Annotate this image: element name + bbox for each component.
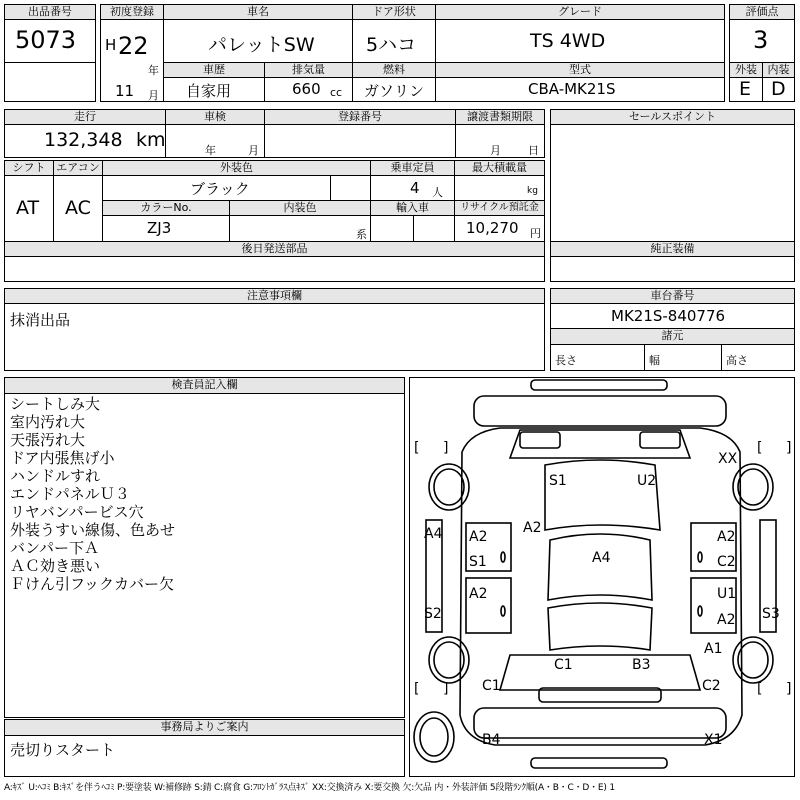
lot-no: 5073 — [15, 26, 77, 54]
bracket-mark: ] — [443, 440, 449, 456]
car-name-label: 車名 — [163, 4, 353, 20]
office-label: 事務局よりご案内 — [4, 719, 405, 736]
inspector-line: シートしみ大 — [10, 395, 101, 413]
damage-mark: S1 — [549, 473, 567, 489]
car-name: パレットSW — [208, 34, 315, 56]
caution-label: 注意事項欄 — [4, 288, 545, 304]
mileage-unit: km — [136, 129, 166, 151]
mileage: 132,348 — [44, 129, 123, 151]
damage-mark: S2 — [424, 606, 442, 622]
inspector-line: ハンドルすれ — [10, 467, 101, 485]
import-label: 輸入車 — [370, 200, 455, 216]
max-load-label: 最大積載量 — [454, 160, 545, 176]
inspector-line: Ｆけん引フックカバー欠 — [10, 575, 174, 593]
caution-box — [4, 303, 545, 371]
reg-no-box — [264, 124, 456, 158]
color-no: ZJ3 — [147, 219, 172, 237]
year-unit: 年 — [148, 64, 159, 77]
roof-front-outline — [545, 460, 660, 530]
later-parts-label: 後日発送部品 — [4, 241, 545, 257]
model: CBA-MK21S — [528, 80, 616, 98]
capacity-unit: 人 — [432, 186, 443, 199]
grade: TS 4WD — [530, 30, 606, 52]
exterior-label: 外装 — [729, 62, 763, 78]
height-label: 高さ — [726, 354, 748, 367]
shift-label: シフト — [4, 160, 54, 176]
width-label: 幅 — [649, 354, 660, 367]
rear-roof-outline — [548, 603, 652, 650]
ext-color-label: 外装色 — [102, 160, 371, 176]
length-label: 長さ — [555, 354, 577, 367]
rear-left-wheel — [429, 637, 469, 683]
body-outline — [460, 428, 742, 745]
transfer-day-unit: 日 — [528, 144, 539, 157]
damage-mark: X1 — [704, 732, 723, 748]
displacement-label: 排気量 — [264, 62, 353, 78]
era: H — [105, 36, 117, 54]
rear-lower-outline — [531, 758, 667, 768]
inspector-line: バンパー下Ａ — [10, 539, 99, 557]
sales-points-box — [550, 124, 795, 242]
damage-mark: A2 — [469, 586, 488, 602]
int-color-suffix: 系 — [356, 228, 367, 241]
bracket-mark: ] — [786, 440, 792, 456]
inspector-line: エンドパネルＵ３ — [10, 485, 130, 503]
inspector-line: 室内汚れ大 — [10, 413, 86, 431]
damage-mark: XX — [718, 451, 738, 467]
damage-mark: C2 — [702, 678, 721, 694]
damage-mark: A4 — [424, 526, 443, 542]
front-panel-outline — [474, 396, 726, 426]
recycle: 10,270 — [466, 219, 519, 237]
reg-month: 11 — [115, 82, 135, 100]
rear-panel-outline — [474, 708, 726, 738]
month-unit: 月 — [148, 89, 159, 102]
inspector-line: ＡＣ効き悪い — [10, 557, 101, 575]
shift: AT — [16, 197, 40, 219]
int-color-box — [229, 215, 371, 242]
rear-right-wheel — [733, 637, 773, 683]
office-text: 売切りスタート — [10, 741, 116, 759]
interior-grade: D — [771, 78, 786, 100]
aircon-label: エアコン — [53, 160, 103, 176]
inspection-label: 車検 — [165, 109, 265, 125]
ext-color: ブラック — [190, 180, 250, 198]
chassis-label: 車台番号 — [550, 288, 795, 304]
displacement: 660 — [292, 80, 321, 98]
aircon: AC — [65, 197, 91, 219]
inspection-year-unit: 年 — [205, 144, 216, 157]
history-label: 車歴 — [163, 62, 265, 78]
model-label: 型式 — [435, 62, 725, 78]
lot-no-label: 出品番号 — [4, 4, 96, 20]
chassis-number: MK21S-840776 — [611, 307, 726, 325]
capacity-label: 乗車定員 — [370, 160, 455, 176]
grade-label: グレード — [435, 4, 725, 20]
later-parts-box — [4, 256, 545, 282]
damage-mark: A1 — [704, 641, 723, 657]
fuel: ガソリン — [364, 82, 425, 100]
max-load-unit: kg — [527, 186, 538, 196]
dims-label: 諸元 — [550, 328, 795, 345]
first-reg-label: 初度登録 — [100, 4, 164, 20]
damage-mark: S3 — [762, 606, 780, 622]
reg-year: 22 — [118, 32, 149, 60]
history: 自家用 — [186, 82, 232, 100]
bracket-mark: ] — [443, 681, 449, 697]
damage-mark: A2 — [717, 612, 736, 628]
inspection-month-unit: 月 — [248, 144, 259, 157]
int-color-label: 内装色 — [229, 200, 371, 216]
capacity: 4 — [410, 179, 420, 197]
inspector-notes — [10, 395, 175, 593]
damage-mark: C2 — [717, 554, 736, 570]
damage-mark: B4 — [482, 732, 501, 748]
legend-text: A:ｷｽﾞ U:ﾍｺﾐ B:ｷｽﾞを伴うﾍｺﾐ P:要塗装 W:補修跡 S:錆 C:腐食 G:ﾌﾛﾝﾄｶﾞﾗｽ点ｷｽﾞ XX:交換済み X:要交換 欠:欠品 内・外装評価 5段階ﾗﾝｸ順(A・B・C・D・E) 1 — [4, 783, 615, 793]
damage-mark: A2 — [469, 529, 488, 545]
import-box-b — [413, 215, 455, 242]
headlight-right — [640, 432, 680, 448]
caution-text: 抹消出品 — [10, 311, 71, 329]
inspector-label: 検査員記入欄 — [4, 377, 405, 394]
bracket-mark: ] — [786, 681, 792, 697]
interior-label: 内装 — [762, 62, 795, 78]
score-label: 評価点 — [729, 4, 795, 20]
bracket-mark: [ — [414, 440, 420, 456]
genuine-equipment-label: 純正装備 — [550, 241, 795, 257]
front-left-wheel — [429, 464, 469, 510]
damage-mark: C1 — [482, 678, 501, 694]
damage-mark: C1 — [554, 657, 573, 673]
bracket-mark: [ — [757, 440, 763, 456]
headlight-left — [520, 432, 560, 448]
inspector-line: 外装うすい線傷、色あせ — [10, 521, 176, 539]
genuine-equipment-box — [550, 256, 795, 282]
front-bumper-outline — [531, 380, 667, 390]
transfer-month-unit: 月 — [490, 144, 501, 157]
bracket-mark: [ — [757, 681, 763, 697]
front-right-wheel — [733, 464, 773, 510]
bracket-mark: [ — [414, 681, 420, 697]
exterior-grade: E — [739, 78, 752, 100]
recycle-unit: 円 — [530, 227, 541, 240]
score: 3 — [753, 26, 769, 54]
door-label: ドア形状 — [352, 4, 436, 20]
damage-mark: A4 — [592, 550, 611, 566]
recycle-label: リサイクル預託金 — [454, 200, 545, 216]
mileage-label: 走行 — [4, 109, 166, 125]
inspector-line: 天張汚れ大 — [10, 431, 86, 449]
damage-mark: A2 — [717, 529, 736, 545]
lot-no-lower-box — [4, 62, 96, 102]
fuel-label: 燃料 — [352, 62, 436, 78]
roof-outline — [548, 534, 652, 600]
inspector-line: ドア内張焦げ小 — [10, 449, 115, 467]
door-type: 5ハコ — [366, 34, 417, 56]
transfer-docs-label: 譲渡書類期限 — [455, 109, 545, 125]
import-box-a — [370, 215, 414, 242]
inspector-line: リヤバンパービス穴 — [10, 503, 144, 521]
tailgate-outline — [500, 655, 700, 690]
color-no-label: カラーNo. — [102, 200, 230, 216]
car-diagram — [409, 377, 795, 777]
reg-no-label: 登録番号 — [264, 109, 456, 125]
sales-points-label: セールスポイント — [550, 109, 795, 125]
damage-mark: U1 — [717, 586, 737, 602]
damage-mark: A2 — [523, 520, 542, 536]
ext-color-extra-box — [330, 175, 371, 201]
damage-mark: B3 — [632, 657, 651, 673]
hood-outline — [510, 430, 690, 458]
damage-mark: U2 — [637, 473, 657, 489]
damage-mark: S1 — [469, 554, 487, 570]
displacement-unit: cc — [330, 86, 343, 99]
